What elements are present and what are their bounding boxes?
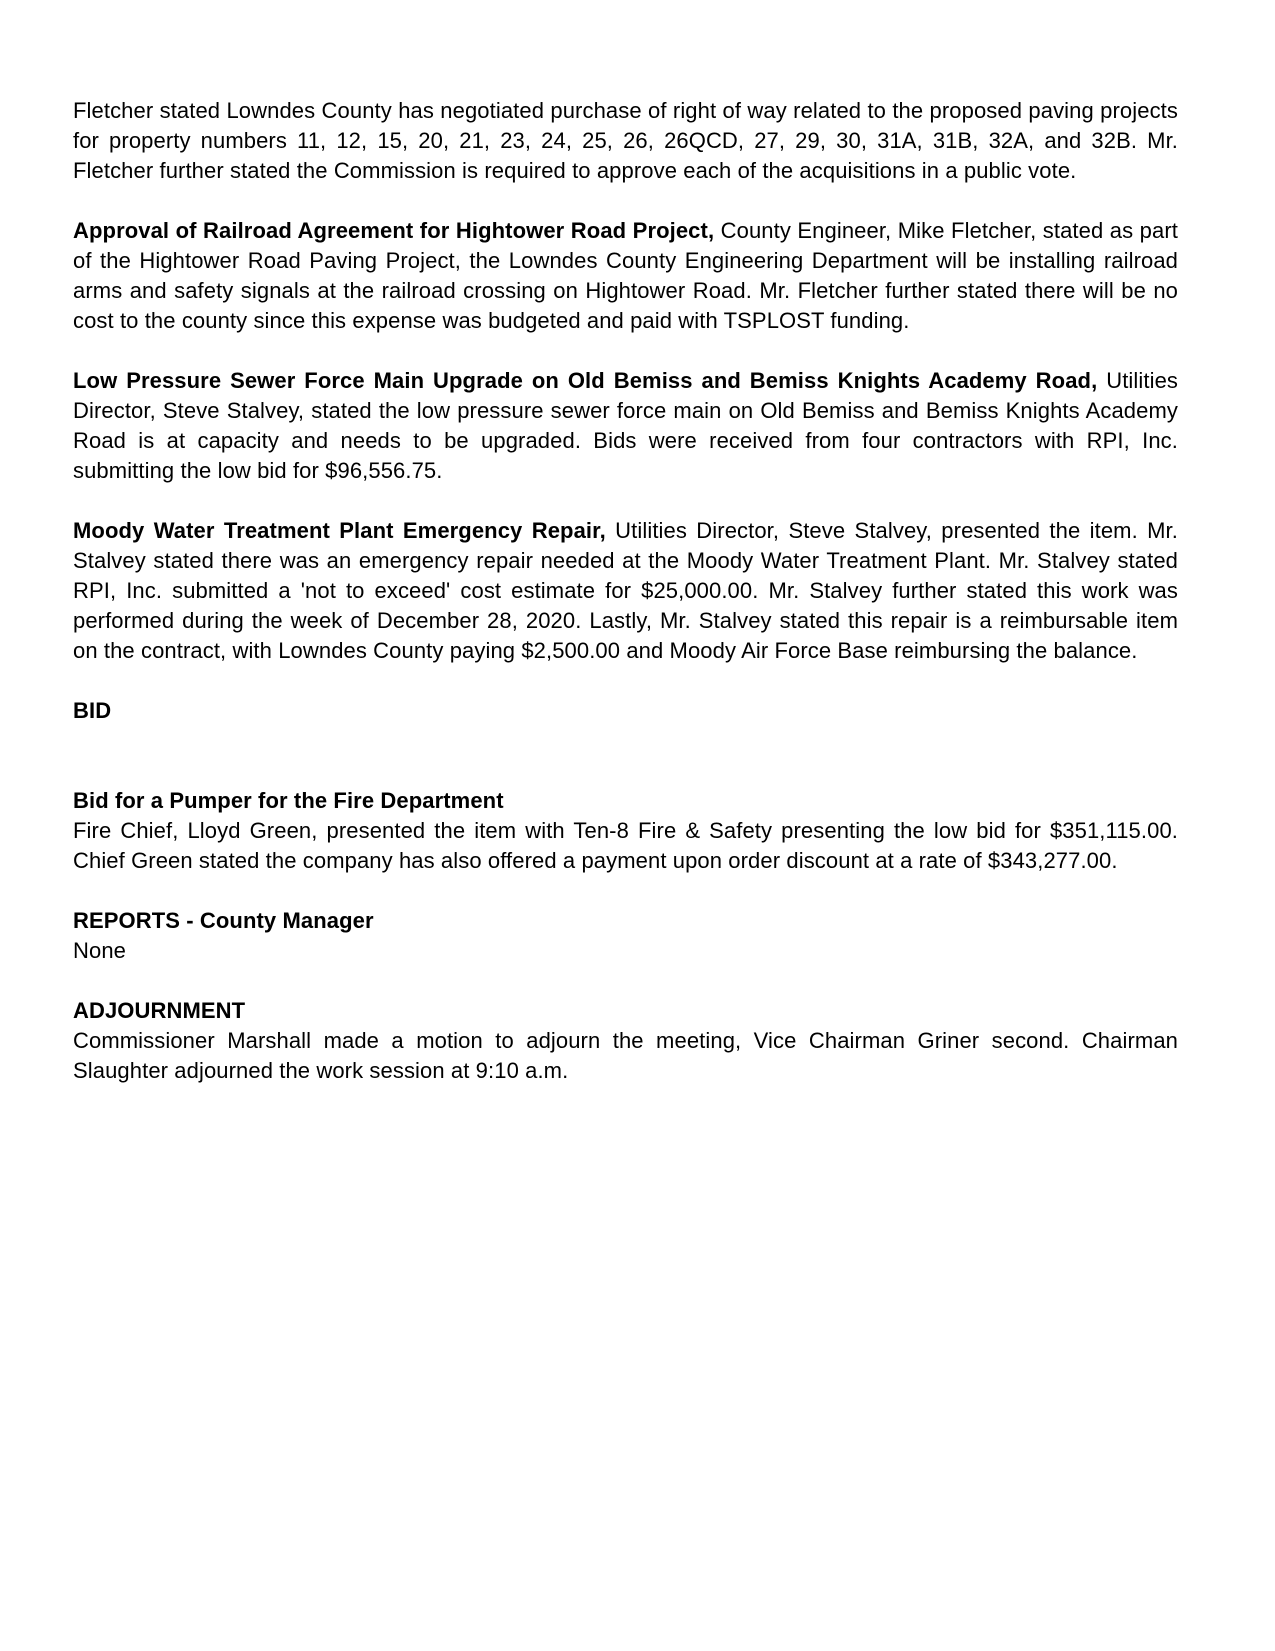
paragraph-text-run: Fire Chief, Lloyd Green, presented the item with Ten-8 Fire & Safety presenting the low bid for $351,115.00. Chief Green stated the company has also offered a payment upon order discount at a rate of $343,277.00. [73, 818, 1178, 873]
paragraph-bold-run: BID [73, 698, 112, 723]
blank-line [73, 726, 1178, 756]
paragraph-bold-run: Approval of Railroad Agreement for Hightower Road Project, [73, 218, 715, 243]
blank-line [73, 666, 1178, 696]
paragraph-text-run: Utilities Director, Steve Stalvey, presented the item. Mr. Stalvey stated there was an emergency repair needed at the Moody Water Treatment Plant. Mr. Stalvey stated RPI, Inc. submitted a 'not to exceed' cost estimate for $25,000.00. Mr. Stalvey further stated this work was performed during the week of December 28, 2020. Lastly, Mr. Stalvey stated this repair is a reimbursable item on the contract, with Lowndes County paying $2,500.00 and Moody Air Force Base reimbursing the balance. [73, 518, 1178, 663]
blank-line [73, 336, 1178, 366]
blank-line [73, 186, 1178, 216]
paragraph-bold-run: Moody Water Treatment Plant Emergency Repair, [73, 518, 606, 543]
paragraph-text-run: Utilities Director, Steve Stalvey, stated the low pressure sewer force main on Old Bemiss and Bemiss Knights Academy Road is at capacity and needs to be upgraded. Bids were received from four contractors with RPI, Inc. submitting the low bid for $96,556.75. [73, 368, 1178, 483]
para-adjournment [73, 1026, 1178, 1086]
paragraph-bold-run: REPORTS - County Manager [73, 908, 374, 933]
para-reports-none [73, 936, 1178, 966]
blank-line [73, 486, 1178, 516]
paragraph-bold-run: ADJOURNMENT [73, 998, 246, 1023]
document-body [73, 96, 1178, 1086]
heading-bid [73, 696, 1178, 726]
para-right-of-way [73, 96, 1178, 186]
para-moody-emergency-repair [73, 516, 1178, 666]
heading-pumper-bid [73, 786, 1178, 816]
paragraph-bold-run: Bid for a Pumper for the Fire Department [73, 788, 504, 813]
paragraph-text-run: None [73, 938, 126, 963]
paragraph-text-run: Fletcher stated Lowndes County has negotiated purchase of right of way related to the proposed paving projects for property numbers 11, 12, 15, 20, 21, 23, 24, 25, 26, 26QCD, 27, 29, 30, 31A, 31B, 32A, and 32B. Mr. Fletcher further stated the Commission is required to approve each of the acquisitions in a public vote. [73, 98, 1178, 183]
paragraph-text-run: Commissioner Marshall made a motion to adjourn the meeting, Vice Chairman Griner second. Chairman Slaughter adjourned the work session at 9:10 a.m. [73, 1028, 1178, 1083]
para-railroad-agreement [73, 216, 1178, 336]
blank-line [73, 756, 1178, 786]
heading-adjournment [73, 996, 1178, 1026]
heading-reports-county-manager [73, 906, 1178, 936]
paragraph-text-run: County Engineer, Mike Fletcher, stated as part of the Hightower Road Paving Project, the Lowndes County Engineering Department will be installing railroad arms and safety signals at the railroad crossing on Hightower Road. Mr. Fletcher further stated there will be no cost to the county since this expense was budgeted and paid with TSPLOST funding. [73, 218, 1178, 333]
blank-line [73, 966, 1178, 996]
blank-line [73, 876, 1178, 906]
paragraph-bold-run: Low Pressure Sewer Force Main Upgrade on Old Bemiss and Bemiss Knights Academy Road, [73, 368, 1098, 393]
para-sewer-force-main-upgrade [73, 366, 1178, 486]
para-pumper-bid [73, 816, 1178, 876]
